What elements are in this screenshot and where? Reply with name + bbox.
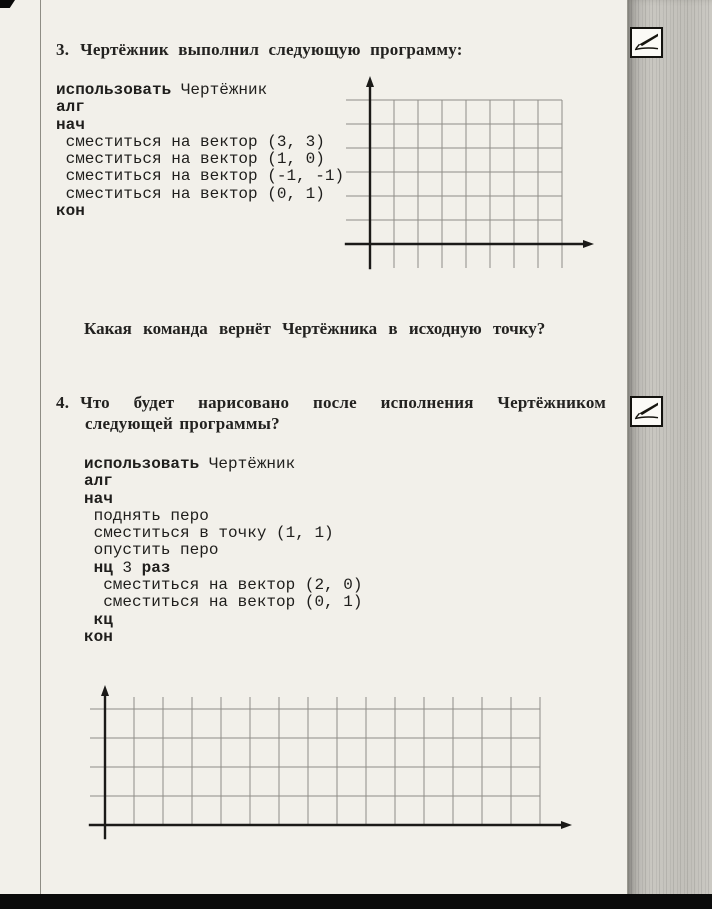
code-keyword: нц <box>93 558 113 577</box>
code-text: сместиться на вектор (3, 3) <box>56 132 325 151</box>
code-line <box>84 629 362 646</box>
code-keyword: использовать <box>84 455 200 473</box>
code-keyword: раз <box>141 558 171 577</box>
code-line <box>56 134 344 151</box>
code-keyword: алг <box>56 98 85 117</box>
grid-lines <box>90 697 540 825</box>
code-keyword: алг <box>84 472 113 491</box>
code-keyword: нач <box>84 489 113 508</box>
task4-heading-line1 <box>56 392 606 413</box>
task4-heading <box>56 392 606 434</box>
code-text: сместиться на вектор (0, 1) <box>56 184 325 203</box>
code-text: 3 <box>112 558 142 577</box>
code-line <box>84 577 362 594</box>
pen-writing-icon <box>633 400 660 423</box>
task3-exercise-marker <box>630 27 663 58</box>
code-line <box>56 82 344 99</box>
xy-axes <box>346 86 584 268</box>
code-text: сместиться на вектор (0, 1) <box>84 593 363 612</box>
task4-number: 4. <box>56 393 70 412</box>
code-keyword: кц <box>93 610 113 629</box>
code-line <box>56 117 344 134</box>
code-line <box>56 203 344 220</box>
code-line <box>56 151 344 168</box>
code-keyword: использовать <box>56 81 172 99</box>
code-text: Чертёжник <box>199 455 296 473</box>
scan-corner-mark <box>0 0 15 8</box>
code-text: сместиться на вектор (2, 0) <box>84 576 363 595</box>
code-text <box>84 611 94 629</box>
code-keyword: кон <box>84 627 113 646</box>
code-keyword: кон <box>56 202 85 221</box>
code-text: опустить перо <box>84 541 219 560</box>
task3-coordinate-plane <box>342 74 596 279</box>
code-keyword: нач <box>56 115 85 134</box>
code-text: поднять перо <box>84 506 209 525</box>
task3-program-code <box>56 82 344 220</box>
code-line <box>56 168 344 185</box>
task3-number: 3. <box>56 40 70 59</box>
code-line <box>84 594 362 611</box>
code-line <box>84 612 362 629</box>
code-text: Чертёжник <box>171 81 268 99</box>
code-text <box>84 559 94 577</box>
left-margin-rule <box>40 0 41 894</box>
code-line <box>56 99 344 116</box>
task3-question: Какая команда вернёт Чертёжника в исходную точку? <box>84 319 546 338</box>
code-line <box>84 542 362 559</box>
code-line <box>84 508 362 525</box>
code-line <box>84 473 362 490</box>
task4-program-code <box>84 456 362 646</box>
code-text: сместиться на вектор (-1, -1) <box>56 167 345 186</box>
axis-arrowheads <box>366 76 594 248</box>
task4-coordinate-plane <box>85 684 579 849</box>
task4-heading-line2: следующей программы? <box>85 414 280 433</box>
pen-writing-icon <box>633 31 660 54</box>
code-line <box>84 560 362 577</box>
code-line <box>56 186 344 203</box>
code-line <box>84 491 362 508</box>
task3-coordinate-grid <box>342 74 596 274</box>
code-text: сместиться на вектор (1, 0) <box>56 150 325 169</box>
bottom-black-bar <box>0 894 712 909</box>
task4-coordinate-grid <box>85 684 579 844</box>
task4-title-line1: Что будет нарисовано после исполнения Чертёжником <box>80 393 606 412</box>
task3-heading <box>56 39 596 60</box>
code-text: сместиться в точку (1, 1) <box>84 524 334 543</box>
task4-exercise-marker <box>630 396 663 427</box>
code-line <box>84 525 362 542</box>
code-line <box>84 456 362 473</box>
task3-title: Чертёжник выполнил следующую программу: <box>80 40 463 59</box>
page-edge-strip <box>627 0 712 909</box>
